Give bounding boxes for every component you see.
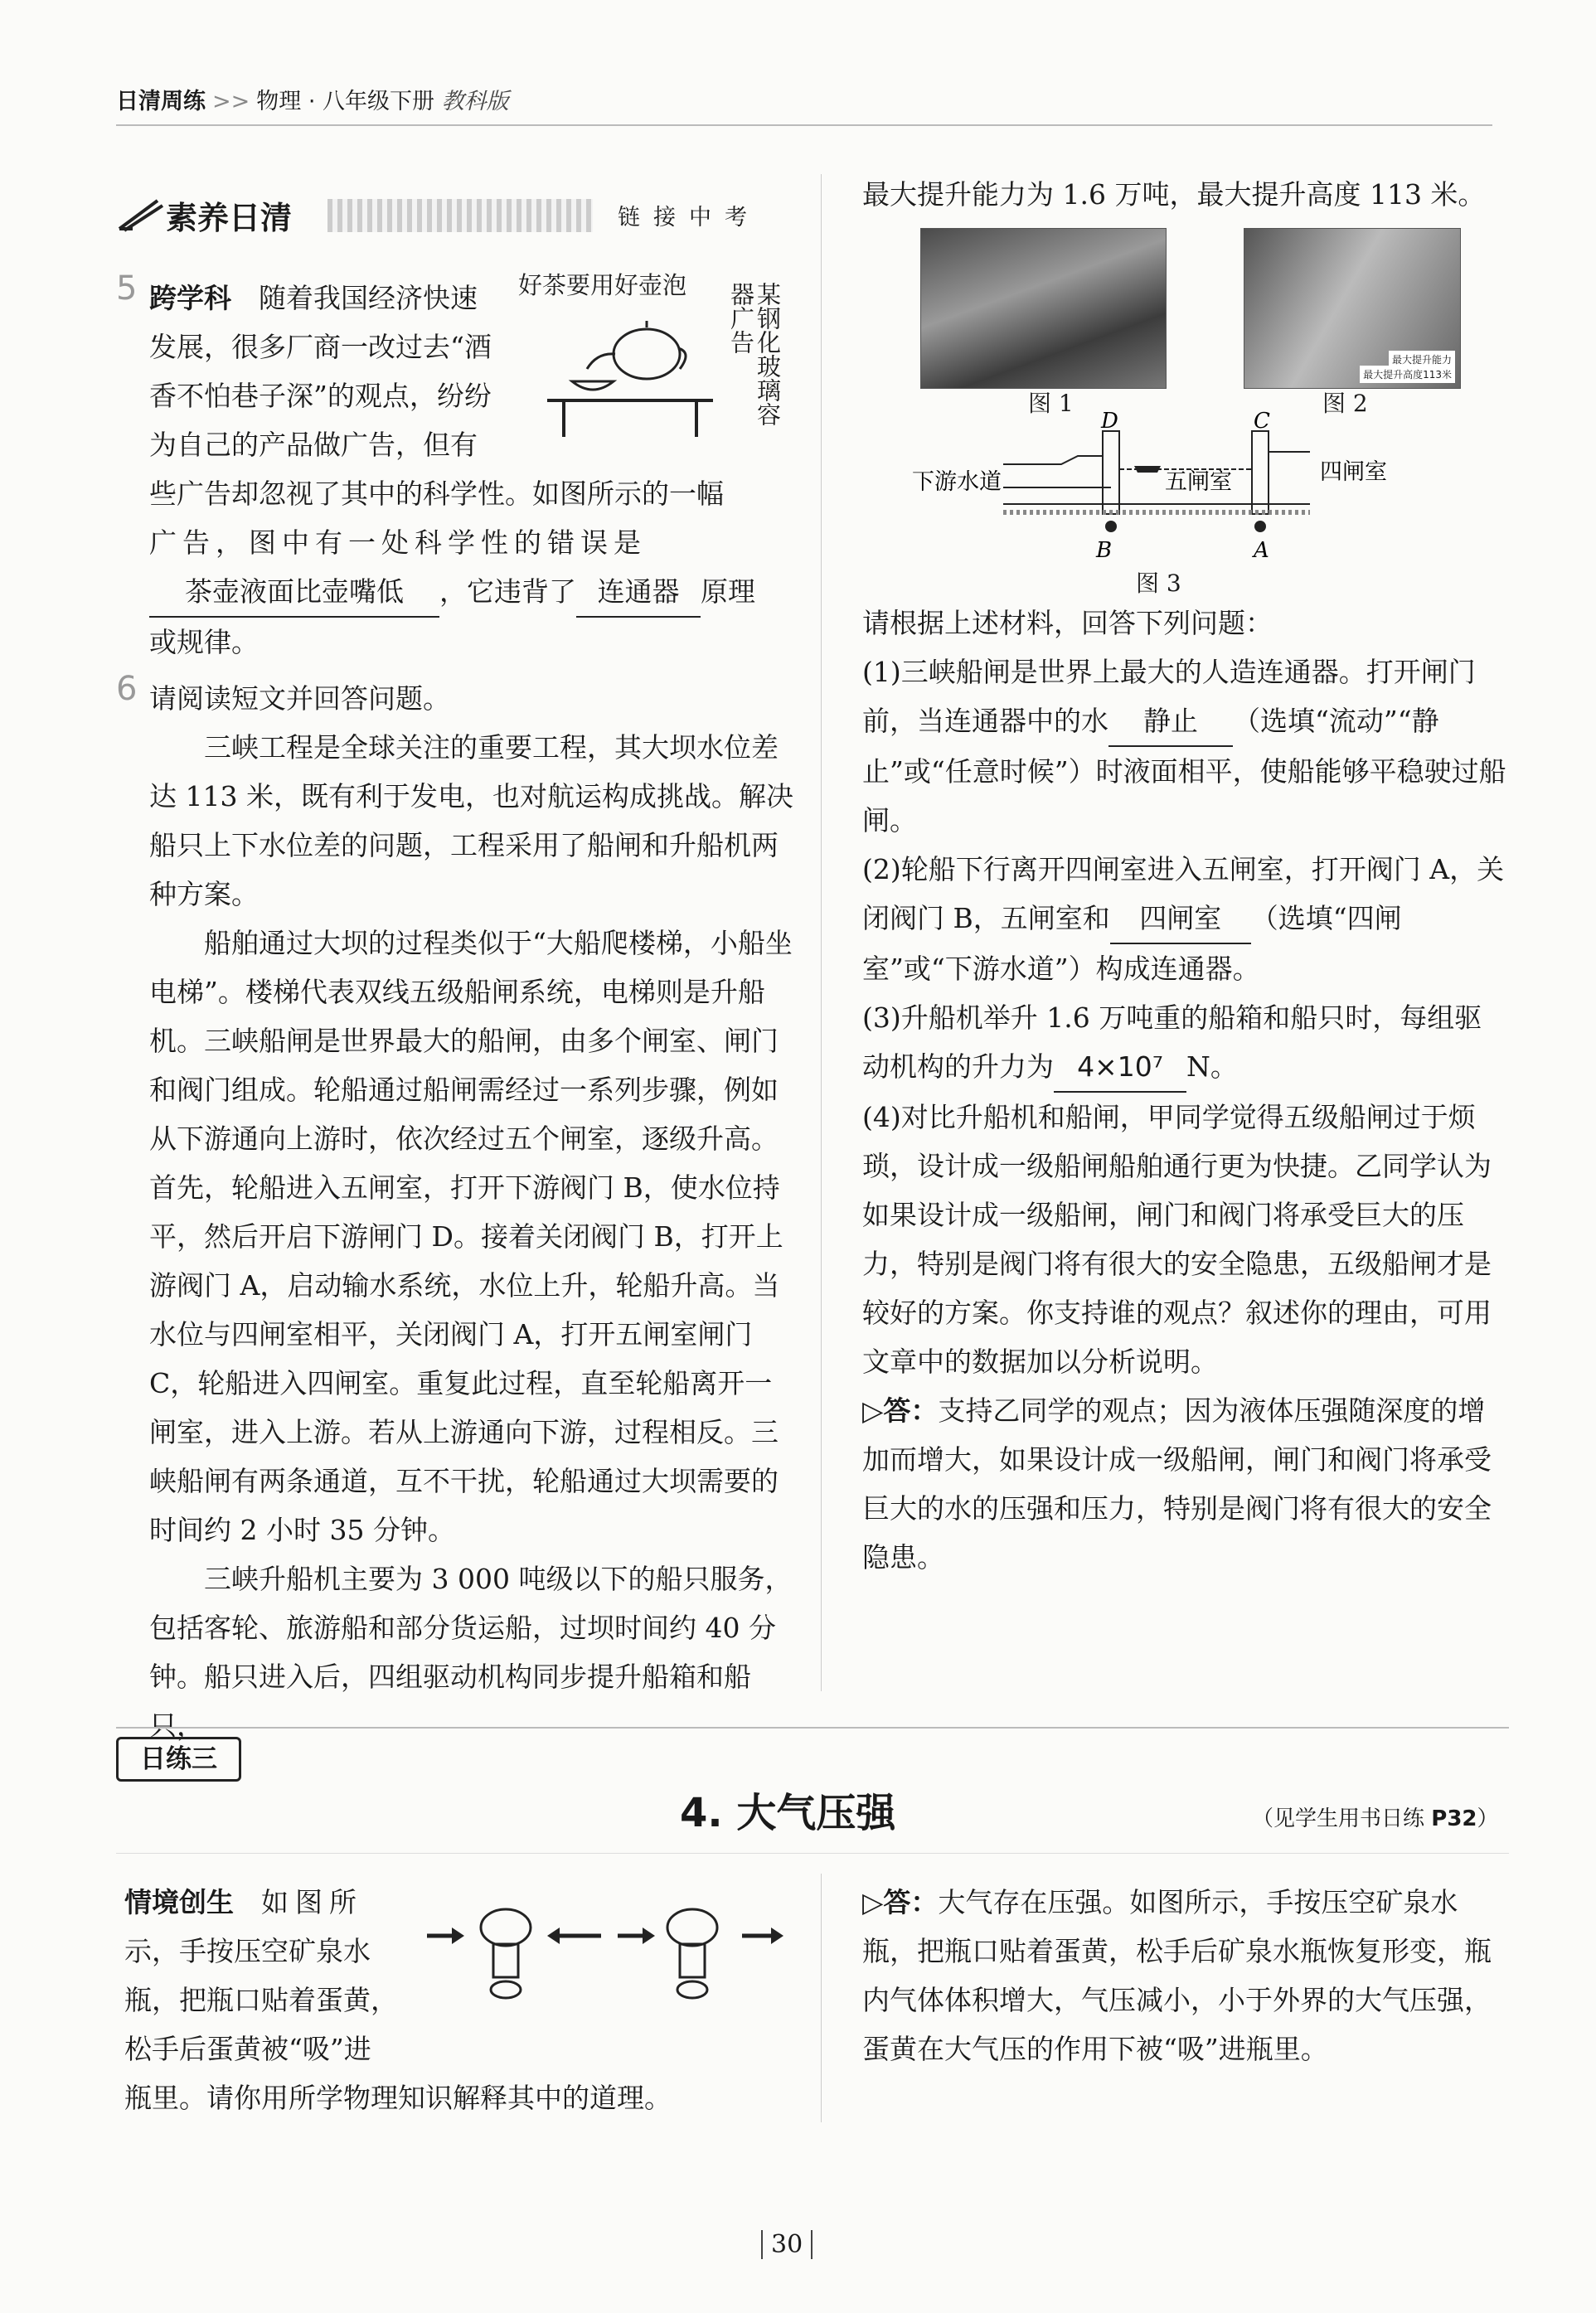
figure-1-caption: 图 1 bbox=[1028, 390, 1074, 417]
q6-sub3-text-b: N。 bbox=[1186, 1050, 1238, 1083]
section-band bbox=[327, 199, 593, 232]
ad-title: 好茶要用好壶泡 bbox=[518, 271, 687, 299]
q5-answer-2: 连通器 bbox=[576, 567, 701, 618]
section-title: 素养日清 bbox=[166, 200, 293, 236]
q6-subquestions bbox=[862, 599, 1509, 1582]
scenario-line-2: 示，手按压空矿泉水 bbox=[124, 1935, 371, 1967]
photo-label-1: 最大提升能力 bbox=[1389, 351, 1455, 368]
chapter-title: 4. 大气压强 bbox=[680, 1790, 896, 1836]
q6-paragraph-3: 三峡升船机主要为 3 000 吨级以下的船只服务，包括客轮、旅游船和部分货运船，过坝时间约 40 分钟。船只进入后，四组驱动机构同步提升船箱和船只， bbox=[149, 1563, 793, 1742]
teapot-illustration bbox=[547, 303, 713, 439]
q6-sub2-answer: 四闸室 bbox=[1110, 894, 1251, 944]
scenario-line-1: 如图所 bbox=[261, 1886, 363, 1918]
chapter-rule bbox=[116, 1853, 1509, 1854]
scenario-answer-text: 大气存在压强。如图所示，手按压空矿泉水瓶，把瓶口贴着蛋黄，松手后矿泉水瓶恢复形变，瓶内气体体积增大，气压减小，小于外界的大气压强，蛋黄在大气压的作用下被“吸”进瓶里。 bbox=[862, 1886, 1492, 2065]
page-number bbox=[761, 2230, 813, 2259]
answer-label: ▷答： bbox=[862, 1394, 939, 1427]
q6-sub3-answer: 4×10⁷ bbox=[1054, 1042, 1186, 1093]
practice-banner: 日练三 bbox=[116, 1737, 241, 1782]
q5-line-4: 为自己的产品做广告，但有 bbox=[149, 429, 478, 461]
header-rule bbox=[116, 124, 1492, 126]
q6-sub3-text-a: (3)升船机举升 1.6 万吨重的船箱和船只时，每组驱动机构的升力为 bbox=[862, 1001, 1482, 1083]
scenario-line-4: 松手后蛋黄被“吸”进 bbox=[124, 2033, 371, 2065]
bottle-yolk-illustration bbox=[419, 1894, 783, 2010]
q6-sub1-answer: 静止 bbox=[1108, 696, 1233, 747]
label-downstream: 下游水道 bbox=[912, 469, 1002, 495]
q5-line-7a: ，它违背了 bbox=[439, 575, 576, 608]
photo-label-2: 最大提升高度113米 bbox=[1360, 366, 1455, 383]
q5-answer-1: 茶壶液面比壶嘴低 bbox=[149, 567, 439, 618]
ship-lock-diagram bbox=[912, 409, 1387, 564]
q5-line-8: 或规律。 bbox=[149, 626, 259, 658]
column-divider bbox=[821, 174, 822, 1691]
ref-close: ） bbox=[1477, 1806, 1499, 1831]
header-arrows: >> bbox=[212, 89, 250, 114]
scenario-line-3: 瓶，把瓶口贴着蛋黄， bbox=[124, 1984, 398, 2016]
scenario-tag: 情境创生 bbox=[124, 1886, 234, 1918]
column-divider-2 bbox=[821, 1874, 822, 2122]
question-number-6: 6 bbox=[116, 670, 138, 708]
q6-sub1-text-a: (1)三峡船闸是世界上最大的人造连通器。打开闸门前，当连通器中的水 bbox=[862, 656, 1476, 737]
chapter-reference bbox=[1252, 1801, 1499, 1832]
ship-lift-photo bbox=[1244, 228, 1461, 389]
q5-line-3: 香不怕巷子深”的观点，纷纷 bbox=[149, 380, 492, 412]
q6-sub4-text: (4)对比升船机和船闸，甲同学觉得五级船闸过于烦琐，设计成一级船闸船舶通行更为快捷。乙同学认为如果设计成一级船闸，闸门和阀门将承受巨大的压力，特别是阀门将有很大的安全隐患，五级船闸才是较好的方案。你支持谁的观点？叙述你的理由，可用文章中的数据加以分析说明。 bbox=[862, 1101, 1492, 1378]
figure-3-caption: 图 3 bbox=[1136, 570, 1181, 597]
practice-rule bbox=[116, 1727, 1509, 1729]
q5-body bbox=[149, 469, 796, 667]
q5-intro bbox=[149, 274, 522, 469]
label-A: A bbox=[1254, 538, 1269, 563]
ref-page: P32 bbox=[1431, 1806, 1477, 1831]
label-chamber-5: 五闸室 bbox=[1165, 469, 1232, 495]
q5-line-2: 发展，很多厂商一改过去“酒 bbox=[149, 331, 492, 363]
q5-line-7b: 原理 bbox=[701, 575, 755, 608]
question-number-5: 5 bbox=[116, 269, 138, 308]
edition-label: 教科版 bbox=[441, 89, 509, 114]
q5-line-5: 些广告却忽视了其中的科学性。如图所示的一幅 bbox=[149, 478, 724, 510]
q6-ask: 请根据上述材料，回答下列问题： bbox=[862, 607, 1273, 639]
label-B: B bbox=[1096, 538, 1113, 563]
label-C: C bbox=[1254, 409, 1270, 434]
scenario-answer bbox=[862, 1878, 1509, 2073]
label-chamber-4: 四闸室 bbox=[1320, 459, 1387, 485]
ad-vertical-text: 某钢化玻璃容器广告 bbox=[727, 282, 782, 426]
q6-sub2-text-b: （选填“四闸室”或“下游水道”）构成连通器。 bbox=[862, 902, 1402, 985]
series-name: 日清周练 bbox=[116, 89, 206, 114]
ref-text: （见学生用书日练 bbox=[1252, 1806, 1432, 1831]
scenario-line-5: 瓶里。请你用所学物理知识解释其中的道理。 bbox=[124, 2082, 672, 2114]
pen-icon bbox=[116, 196, 166, 235]
q6-paragraph-1: 三峡工程是全球关注的重要工程，其大坝水位差达 113 米，既有利于发电，也对航运构成挑战。解决船只上下水位差的问题，工程采用了船闸和升船机两种方案。 bbox=[149, 731, 793, 910]
section-link-label: 链接中考 bbox=[618, 205, 760, 230]
ship-lock-photo bbox=[920, 228, 1167, 389]
figure-2-caption: 图 2 bbox=[1322, 390, 1368, 417]
cross-discipline-tag: 跨学科 bbox=[149, 282, 231, 314]
page-number-value: 30 bbox=[761, 2230, 813, 2259]
q6-paragraph-2: 船舶通过大坝的过程类似于“大船爬楼梯，小船坐电梯”。楼梯代表双线五级船闸系统，电梯则是升船机。三峡船闸是世界最大的船闸，由多个闸室、闸门和阀门组成。轮船通过船闸需经过一系列步骤，例如从下游通向上游时，依次经过五个闸室，逐级升高。首先，轮船进入五闸室，打开下游阀门 B，使水位持平，然后开启下游闸门 D。接着关闭阀门 B，打开上游阀门 A，启动输水系统，水位上升，轮船升高。当水位与四闸室相平，关闭阀门 A，打开五闸室闸门 C，轮船进入四闸室。重复此过程，直至轮船离开一闸室，进入上游。若从上游通向下游，过程相反。三峡船闸有两条通道，互不干扰，轮船通过大坝需要的时间约 2 小时 35 分钟。 bbox=[149, 927, 793, 1546]
scenario-answer-label: ▷答： bbox=[862, 1886, 939, 1918]
q6-passage bbox=[149, 674, 796, 1750]
q6-prompt: 请阅读短文并回答问题。 bbox=[149, 682, 450, 715]
q6-sub2-text-a: (2)轮船下行离开四闸室进入五闸室，打开阀门 A，关闭阀门 B，五闸室和 bbox=[862, 853, 1505, 934]
subject-label: 物理 · 八年级下册 bbox=[256, 89, 434, 114]
q6-passage-continued: 最大提升能力为 1.6 万吨，最大提升高度 113 米。 bbox=[862, 178, 1486, 211]
label-D: D bbox=[1101, 409, 1118, 434]
q5-line-1: 随着我国经济快速 bbox=[259, 282, 478, 314]
q6-sub4-answer: 支持乙同学的观点；因为液体压强随深度的增加而增大，如果设计成一级船闸，闸门和阀门将承受巨大的水的压强和压力，特别是阀门将有很大的安全隐患。 bbox=[862, 1394, 1492, 1574]
q5-line-6: 广告，图中有一处科学性的错误是 bbox=[149, 526, 647, 559]
q6-sub1-text-b: （选填“流动”“静止”或“任意时候”）时液面相平，使船能够平稳驶过船闸。 bbox=[862, 705, 1506, 836]
running-header bbox=[116, 83, 509, 115]
